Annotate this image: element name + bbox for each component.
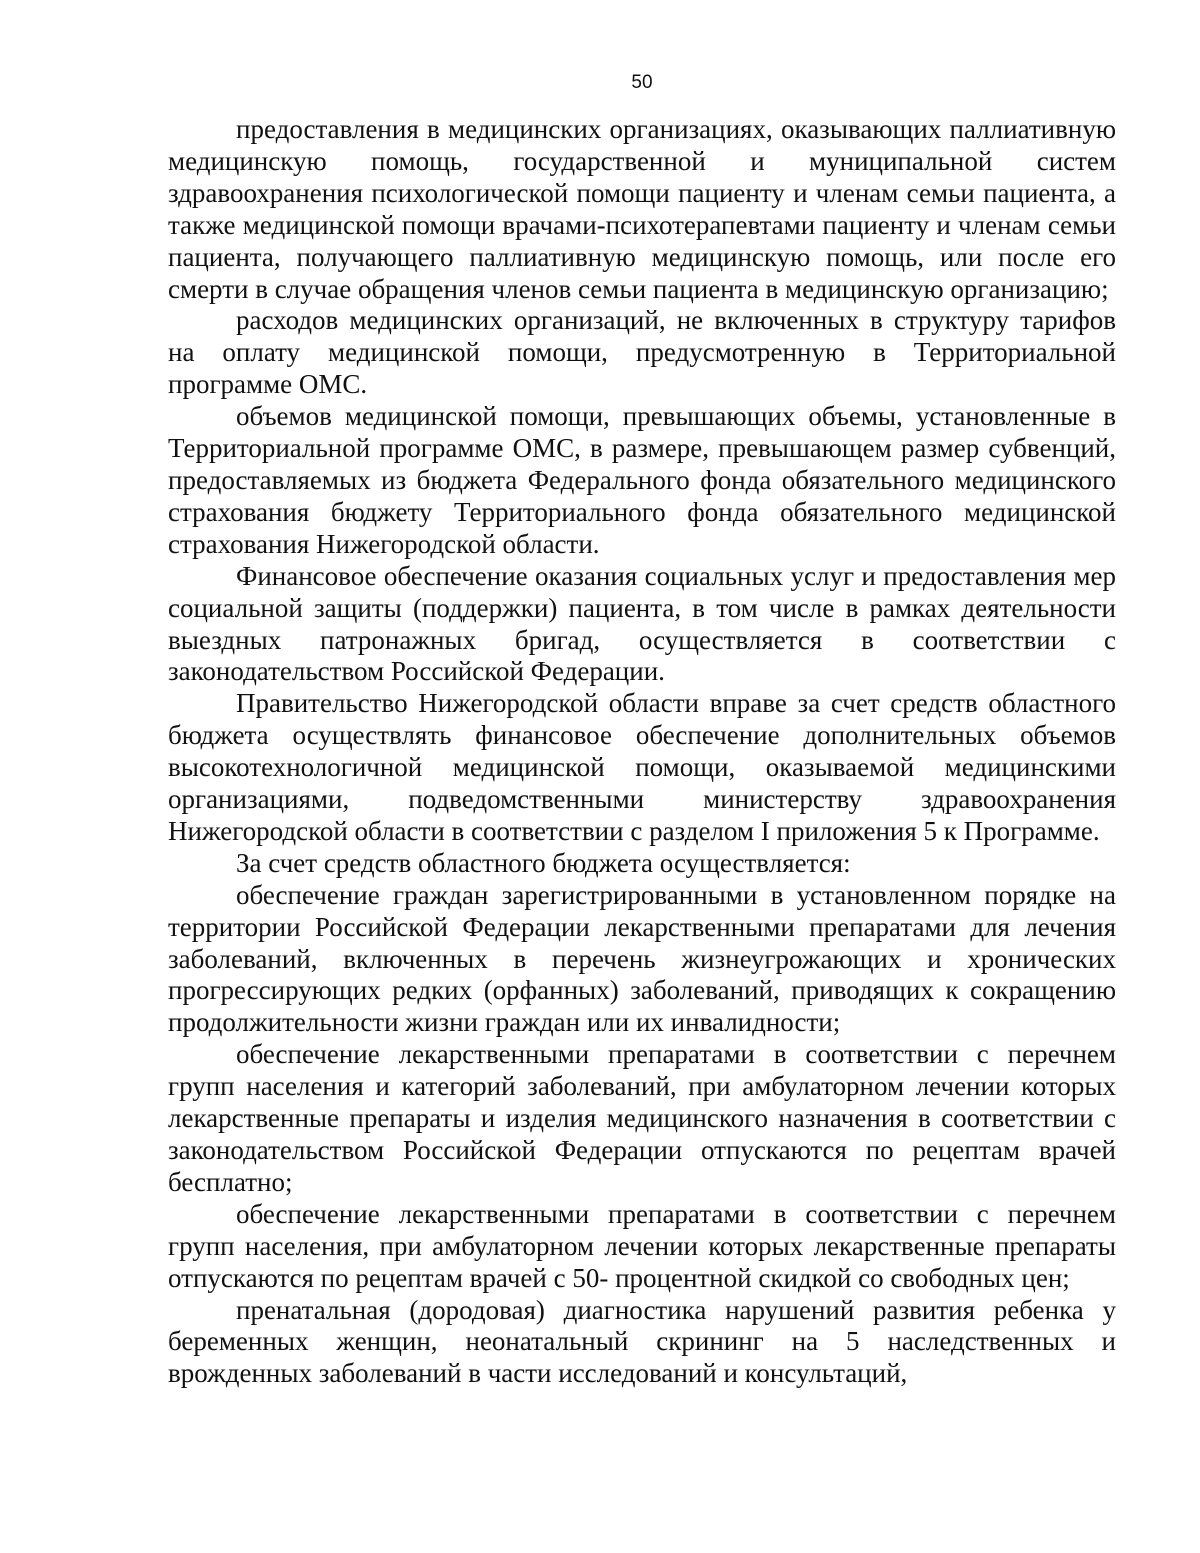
paragraph-prenatal-diagnostics: пренатальная (дородовая) диагностика нарушений развития ребенка у беременных женщин, неонатальный скрининг на 5 наследственных и врожденных заболеваний в части исследований и консультаций, xyxy=(168,1294,1116,1389)
paragraph-discount-prescriptions: обеспечение лекарственными препаратами в соответствии с перечнем групп населения, при амбулаторном лечении которых лекарственные препараты отпускаются по рецептам врачей с 50- процентной скидкой со свободных цен; xyxy=(168,1198,1116,1293)
paragraph-organization-expenses: расходов медицинских организаций, не включенных в структуру тарифов на оплату медицинской помощи, предусмотренную в Территориальной программе ОМС. xyxy=(168,305,1116,400)
document-body xyxy=(168,114,1116,1390)
page-number: 50 xyxy=(631,72,653,93)
paragraph-psychological-help: предоставления в медицинских организациях, оказывающих паллиативную медицинскую помощь, государственной и муниципальной систем здравоохранения психологической помощи пациенту и членам семьи пациента, а также медицинской помощи врачами-психотерапевтами пациенту и членам семьи пациента, получающего паллиативную медицинскую помощь, или после его смерти в случае обращения членов семьи пациента в медицинскую организацию; xyxy=(168,114,1116,304)
paragraph-excess-volumes: объемов медицинской помощи, превышающих объемы, установленные в Территориальной программе ОМС, в размере, превышающем размер субвенций, предоставляемых из бюджета Федерального фонда обязательного медицинского страхования бюджету Территориального фонда обязательного медицинской страхования Нижегородской области. xyxy=(168,401,1116,559)
paragraph-social-services: Финансовое обеспечение оказания социальных услуг и предоставления мер социальной защиты (поддержки) пациента, в том числе в рамках деятельности выездных патронажных бригад, осуществляется в соответствии с законодательством Российской Федерации. xyxy=(168,560,1116,687)
paragraph-free-prescriptions: обеспечение лекарственными препаратами в соответствии с перечнем групп населения и категорий заболеваний, при амбулаторном лечении которых лекарственные препараты и изделия медицинского назначения в соответствии с законодательством Российской Федерации отпускаются по рецептам врачей бесплатно; xyxy=(168,1039,1116,1197)
paragraph-government-funding: Правительство Нижегородской области вправе за счет средств областного бюджета осуществлять финансовое обеспечение дополнительных объемов высокотехнологичной медицинской помощи, оказываемой медицинскими организациями, подведомственными министерству здравоохранения Нижегородской области в соответствии с разделом I приложения 5 к Программе. xyxy=(168,688,1116,846)
paragraph-regional-budget-intro: За счет средств областного бюджета осуществляется: xyxy=(236,847,851,878)
paragraph-orphan-diseases: обеспечение граждан зарегистрированными в установленном порядке на территории Российской Федерации лекарственными препаратами для лечения заболеваний, включенных в перечень жизнеугрожающих и хронических прогрессирующих редких (орфанных) заболеваний, приводящих к сокращению продолжительности жизни граждан или их инвалидности; xyxy=(168,879,1116,1038)
